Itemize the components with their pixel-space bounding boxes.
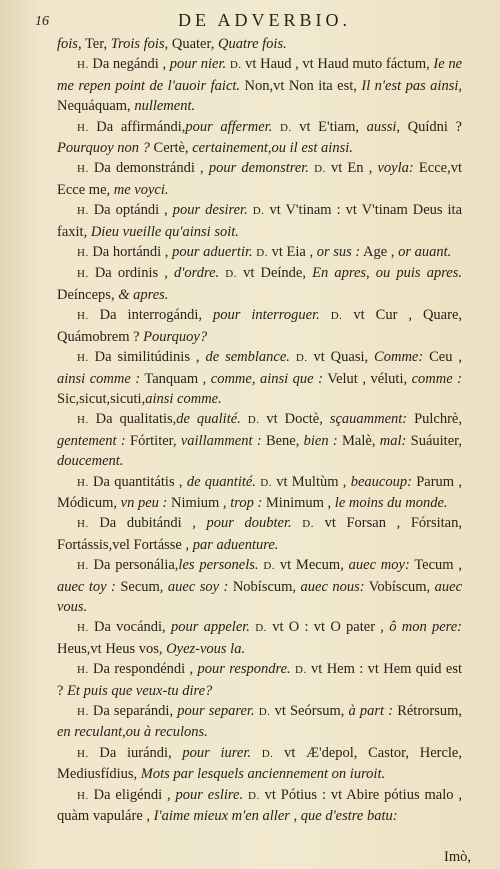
french-gloss: d'ordre. bbox=[174, 265, 220, 282]
entry-paragraph bbox=[57, 409, 462, 471]
speaker-label: D. bbox=[295, 352, 308, 365]
latin-text: Ceu , bbox=[423, 349, 463, 366]
french-gloss: pour appeler. bbox=[170, 619, 250, 636]
speaker-label: H. bbox=[77, 163, 89, 176]
latin-text: Nobíscum, bbox=[228, 578, 301, 595]
french-gloss: fois bbox=[57, 36, 78, 52]
french-gloss: voyla: bbox=[377, 160, 414, 177]
speaker-label: D. bbox=[252, 205, 265, 218]
latin-text: vt Haud , vt Haud muto fáctum, bbox=[241, 56, 434, 73]
latin-text: Minimum , bbox=[262, 494, 335, 511]
french-gloss: Et puis que veux-tu dire? bbox=[67, 682, 213, 699]
latin-text: Nimium , bbox=[167, 494, 231, 511]
latin-text: Bene, bbox=[261, 432, 304, 449]
french-gloss: gentement : bbox=[57, 432, 126, 449]
latin-text: vt Eia , bbox=[267, 244, 317, 261]
latin-text: vt Cur , Quare, Quámobrem ? bbox=[57, 307, 463, 345]
latin-text: Da ordinis , bbox=[88, 265, 175, 282]
latin-text: vt E'tiam, bbox=[291, 118, 367, 135]
french-gloss: I'aime mieux m'en aller , que d'estre batu: bbox=[153, 808, 398, 825]
latin-text: vt Quasi, bbox=[307, 349, 375, 366]
french-gloss: Pourquoy non ? bbox=[57, 140, 150, 157]
entry-paragraph bbox=[57, 785, 462, 827]
french-gloss: pour affermer. bbox=[185, 118, 273, 135]
speaker-label: D. bbox=[263, 560, 276, 573]
entry-paragraph bbox=[57, 200, 462, 242]
speaker-label: D. bbox=[295, 664, 307, 677]
latin-text: Da respondéndi , bbox=[88, 661, 198, 678]
french-gloss: les personels. bbox=[178, 557, 259, 574]
latin-text: Vobíscum, bbox=[364, 578, 435, 595]
speaker-label: H. bbox=[77, 664, 89, 677]
entry-paragraph bbox=[57, 263, 462, 305]
french-gloss: auec soy : bbox=[167, 578, 229, 595]
speaker-label: D. bbox=[225, 268, 237, 281]
french-gloss: de semblance. bbox=[205, 349, 290, 366]
latin-text: Nequáquam, bbox=[57, 98, 135, 115]
french-gloss: pour nier. bbox=[169, 56, 227, 73]
speaker-label: D. bbox=[229, 59, 242, 72]
speaker-label: H. bbox=[77, 518, 89, 531]
latin-text: vt V'tinam : vt V'tinam Deus ita faxit, bbox=[57, 202, 463, 240]
page-number: 16 bbox=[35, 14, 49, 29]
french-gloss: par aduenture. bbox=[192, 536, 279, 553]
french-gloss: à part : bbox=[348, 703, 394, 719]
entry-paragraph bbox=[57, 617, 462, 659]
french-gloss: pour eslire. bbox=[175, 786, 244, 803]
speaker-label: H. bbox=[77, 414, 89, 427]
french-gloss: ô mon pere: bbox=[389, 619, 463, 636]
entry-paragraph bbox=[57, 472, 462, 514]
french-gloss: mal: bbox=[379, 432, 407, 449]
latin-text: Rétrorsum, bbox=[393, 703, 463, 719]
french-gloss: ainsi comme. bbox=[145, 390, 222, 407]
french-gloss: sçauamment: bbox=[329, 411, 408, 428]
speaker-label: H. bbox=[77, 268, 89, 281]
latin-text: Heus,vt Heus vos, bbox=[57, 640, 167, 657]
catchword: Imò, bbox=[444, 849, 471, 865]
latin-text bbox=[251, 745, 262, 761]
speaker-label: D. bbox=[261, 747, 274, 760]
latin-text: vt Pótius : vt Abire pótius malo , quàm vapuláre , bbox=[57, 786, 462, 825]
french-gloss: Dieu vueille qu'ainsi soit. bbox=[90, 223, 239, 240]
latin-text: Tanquam , bbox=[140, 370, 211, 387]
latin-text: Da negándi , bbox=[88, 56, 170, 73]
latin-text: Da demonstrándi , bbox=[88, 160, 209, 177]
latin-text: , Ter, bbox=[77, 36, 111, 52]
speaker-label: H. bbox=[77, 59, 89, 72]
latin-text: vt Hem : vt Hem quid est ? bbox=[57, 661, 463, 699]
latin-text: Secum, bbox=[115, 578, 168, 595]
french-gloss: auec nous: bbox=[300, 578, 365, 595]
speaker-label: D. bbox=[256, 247, 268, 260]
french-gloss: ainsi comme : bbox=[57, 370, 141, 387]
latin-text: Da dubitándi , bbox=[88, 515, 207, 532]
french-gloss: auec moy: bbox=[348, 557, 410, 574]
french-gloss: le moins du monde. bbox=[334, 494, 448, 511]
speaker-label: D. bbox=[255, 622, 267, 635]
french-gloss: en reculant,ou à reculons. bbox=[57, 724, 208, 741]
latin-text: Da vocándi, bbox=[88, 619, 171, 636]
french-gloss: pour respondre. bbox=[197, 661, 291, 678]
french-gloss: Trois fois bbox=[110, 36, 165, 52]
french-gloss: comme, ainsi que : bbox=[210, 370, 323, 387]
french-gloss: aussi, bbox=[366, 118, 401, 135]
entry-paragraph bbox=[57, 158, 462, 200]
latin-text: Certè, bbox=[149, 140, 193, 157]
french-gloss: nullement. bbox=[134, 98, 196, 115]
latin-text: Da eligéndi , bbox=[88, 786, 176, 803]
french-gloss: Il n'est pas ainsi, bbox=[361, 77, 462, 94]
latin-text: Sic,sicut,sicuti, bbox=[57, 390, 146, 407]
text-body bbox=[57, 34, 462, 826]
french-gloss: de quantité. bbox=[186, 473, 256, 490]
entry-paragraph bbox=[57, 555, 462, 617]
latin-text: Da interrogándi, bbox=[88, 307, 214, 324]
french-gloss: pour demonstrer. bbox=[208, 160, 309, 177]
latin-text: Non,vt Non ita est, bbox=[240, 77, 362, 94]
french-gloss: Comme: bbox=[374, 349, 424, 366]
french-gloss: doucement. bbox=[57, 453, 124, 470]
entry-paragraph bbox=[57, 305, 462, 347]
entry-paragraph bbox=[57, 34, 462, 54]
french-gloss: pour separer. bbox=[177, 703, 255, 719]
french-gloss: pour desirer. bbox=[172, 202, 248, 219]
latin-text: vt En , bbox=[325, 160, 378, 177]
entry-paragraph bbox=[57, 54, 462, 116]
latin-text: , Quater, bbox=[164, 36, 218, 52]
latin-text: Fórtiter, bbox=[125, 432, 181, 449]
french-gloss: En apres, ou puis apres. bbox=[312, 265, 463, 282]
french-gloss: Ie ne me repen point de l'auoir faict. bbox=[57, 56, 463, 94]
entry-paragraph bbox=[57, 659, 462, 701]
speaker-label: H. bbox=[77, 560, 89, 573]
latin-text bbox=[292, 515, 303, 531]
latin-text: Da optándi , bbox=[88, 202, 173, 219]
latin-text: Age , bbox=[360, 244, 399, 261]
french-gloss: pour doubter. bbox=[206, 515, 292, 532]
latin-text: Da personália, bbox=[88, 557, 179, 574]
speaker-label: H. bbox=[77, 747, 89, 760]
speaker-label: H. bbox=[77, 622, 89, 635]
french-gloss: vaillamment : bbox=[180, 432, 262, 449]
latin-text: vt Doctè, bbox=[259, 411, 330, 428]
running-header bbox=[0, 10, 500, 32]
speaker-label: D. bbox=[330, 310, 343, 323]
entry-paragraph bbox=[57, 242, 462, 263]
latin-text: Parum , Módicum, bbox=[57, 473, 462, 511]
french-gloss: de qualité. bbox=[176, 411, 241, 428]
speaker-label: D. bbox=[247, 414, 260, 427]
french-gloss: bien : bbox=[303, 432, 338, 449]
latin-text: Da iurándi, bbox=[88, 744, 183, 761]
french-gloss: trop : bbox=[230, 494, 263, 511]
french-gloss: me voyci. bbox=[113, 181, 169, 198]
latin-text bbox=[272, 119, 280, 135]
french-gloss: Pourquoy? bbox=[143, 328, 208, 345]
latin-text: Da similitúdinis , bbox=[88, 349, 206, 366]
speaker-label: D. bbox=[302, 518, 314, 531]
french-gloss: auec toy : bbox=[57, 578, 116, 595]
french-gloss: Mots par lesquels anciennement on iuroit. bbox=[140, 766, 386, 783]
latin-text: vt Deínde, bbox=[236, 265, 313, 282]
latin-text: Da hortándi , bbox=[88, 244, 173, 261]
latin-text: vt Mecum, bbox=[275, 557, 349, 574]
entry-paragraph bbox=[57, 513, 462, 555]
entry-paragraph bbox=[57, 347, 462, 409]
speaker-label: H. bbox=[77, 310, 89, 323]
latin-text bbox=[320, 307, 331, 323]
speaker-label: H. bbox=[77, 706, 89, 718]
french-gloss: beaucoup: bbox=[350, 473, 412, 490]
latin-text: vt Seórsum, bbox=[270, 703, 349, 719]
french-gloss: certainement,ou il est ainsi. bbox=[192, 140, 353, 157]
speaker-label: H. bbox=[77, 476, 89, 489]
latin-text: vt Forsan , Fórsitan, Fortássis,vel Fortásse , bbox=[57, 515, 462, 553]
speaker-label: D. bbox=[248, 789, 260, 802]
french-gloss: pour iurer. bbox=[182, 744, 251, 761]
entry-paragraph bbox=[57, 117, 462, 159]
french-gloss: comme : bbox=[411, 370, 463, 387]
latin-text: Da quantitátis , bbox=[88, 473, 187, 490]
french-gloss: pour interroguer. bbox=[213, 307, 320, 324]
speaker-label: D. bbox=[260, 476, 272, 489]
french-gloss: or sus : bbox=[316, 244, 361, 261]
latin-text: Quídni ? bbox=[400, 118, 462, 135]
latin-text: vt Æ'depol, Castor, Hercle, Mediusfídius, bbox=[57, 744, 462, 783]
french-gloss: & apres. bbox=[118, 286, 169, 303]
latin-text: Ecce,vt Ecce me, bbox=[57, 160, 462, 198]
latin-text: Malè, bbox=[337, 432, 380, 449]
latin-text: Da separándi, bbox=[88, 703, 178, 719]
latin-text: Velut , véluti, bbox=[322, 370, 412, 387]
speaker-label: D. bbox=[314, 163, 326, 176]
speaker-label: D. bbox=[258, 706, 271, 718]
french-gloss: vn peu : bbox=[120, 494, 168, 511]
entry-paragraph bbox=[57, 701, 462, 743]
speaker-label: D. bbox=[279, 121, 292, 134]
latin-text: vt O : vt O pater , bbox=[266, 619, 390, 636]
latin-text: vt Multùm , bbox=[271, 473, 351, 490]
entry-paragraph bbox=[57, 743, 462, 785]
speaker-label: H. bbox=[77, 121, 89, 134]
speaker-label: H. bbox=[77, 352, 89, 365]
french-gloss: pour aduertir. bbox=[172, 244, 253, 261]
speaker-label: H. bbox=[77, 789, 89, 802]
latin-text: Da affirmándi, bbox=[88, 118, 186, 135]
latin-text: Deínceps, bbox=[57, 286, 119, 303]
french-gloss: Oyez-vous la. bbox=[166, 640, 246, 657]
speaker-label: H. bbox=[77, 205, 89, 218]
latin-text bbox=[241, 411, 248, 427]
latin-text: Da qualitatis, bbox=[88, 411, 177, 428]
latin-text: Tecum , bbox=[409, 557, 463, 574]
french-gloss: Quatre fois. bbox=[217, 36, 287, 52]
latin-text: Pulchrè, bbox=[407, 411, 462, 428]
latin-text: Suáuiter, bbox=[406, 432, 463, 449]
french-gloss: or auant. bbox=[398, 244, 452, 261]
french-gloss: auec vous. bbox=[57, 578, 463, 615]
running-title: DE ADVERBIO. bbox=[178, 10, 351, 30]
speaker-label: H. bbox=[77, 247, 89, 260]
